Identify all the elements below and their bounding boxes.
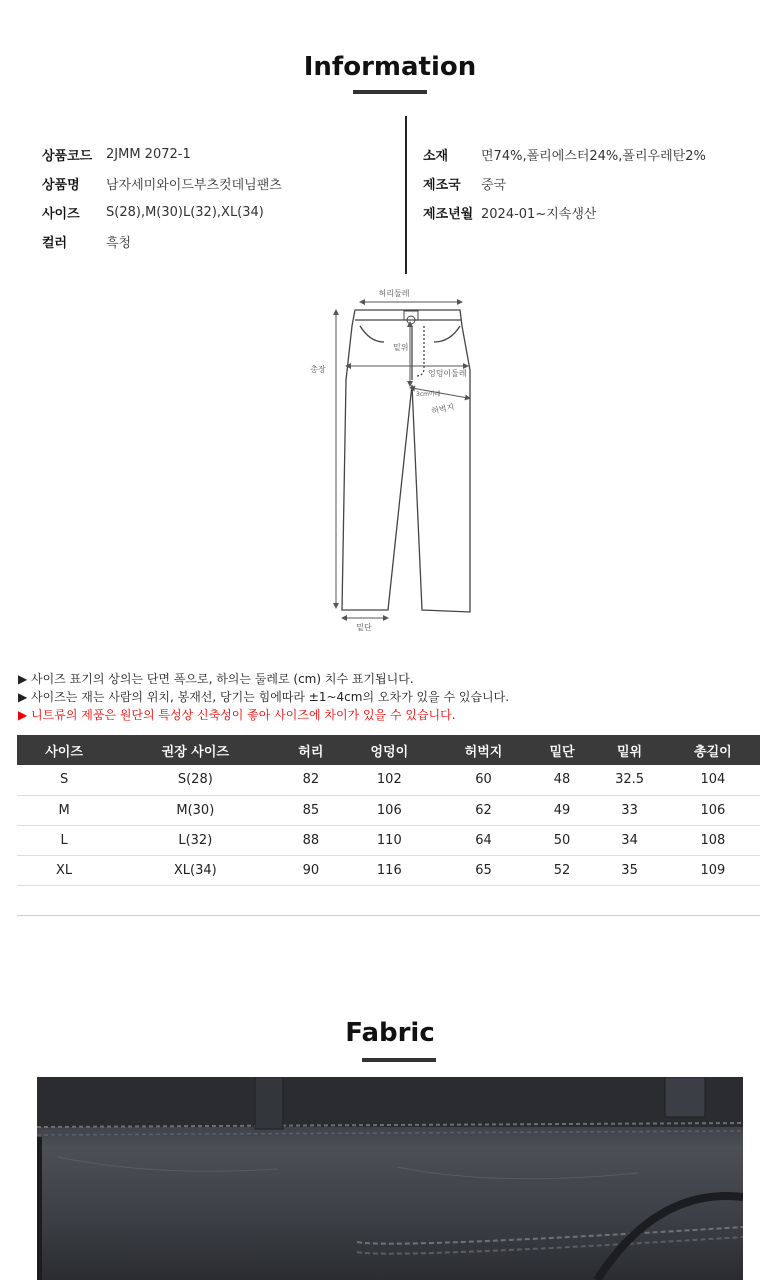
table-cell: 106 <box>666 795 760 825</box>
table-cell: 104 <box>666 765 760 795</box>
info-row-color <box>42 227 282 256</box>
table-cell: 106 <box>342 795 436 825</box>
denim-texture-image <box>37 1077 743 1280</box>
info-left-column <box>42 140 282 256</box>
table-cell: 88 <box>279 825 342 855</box>
table-cell: L <box>17 825 111 855</box>
table-row <box>17 795 760 825</box>
table-row <box>17 765 760 795</box>
table-cell: 90 <box>279 855 342 885</box>
diagram-label-hip: 엉덩이둘레 <box>428 369 467 378</box>
table-cell: XL <box>17 855 111 885</box>
table-cell: 60 <box>436 765 530 795</box>
info-label: 제조년월 <box>423 207 474 222</box>
fabric-photo <box>37 1077 743 1280</box>
info-value: 면74%,폴리에스터24%,폴리우레탄2% <box>481 149 706 164</box>
table-cell: 64 <box>436 825 530 855</box>
header-cell: 밑단 <box>531 735 594 765</box>
information-title: Information <box>303 52 477 82</box>
table-cell: S(28) <box>111 765 279 795</box>
fabric-title-underline <box>362 1058 436 1062</box>
table-cell: 48 <box>531 765 594 795</box>
header-cell: 총길이 <box>666 735 760 765</box>
info-divider <box>405 116 407 274</box>
table-cell: 50 <box>531 825 594 855</box>
table-cell: 52 <box>531 855 594 885</box>
note-line-warning: ▶ 니트류의 제품은 원단의 특성상 신축성이 좋아 사이즈에 차이가 있을 수 있습니다. <box>18 708 456 722</box>
information-title-underline <box>353 90 427 94</box>
info-value: 중국 <box>481 178 507 193</box>
table-cell: S <box>17 765 111 795</box>
info-label: 상품코드 <box>42 149 93 164</box>
table-cell: 82 <box>279 765 342 795</box>
info-row-product-code <box>42 140 282 169</box>
info-value: 2JMM 2072-1 <box>106 147 191 162</box>
header-cell: 사이즈 <box>17 735 111 765</box>
table-cell: 116 <box>342 855 436 885</box>
table-cell: 109 <box>666 855 760 885</box>
header-cell: 밑위 <box>593 735 665 765</box>
table-cell-empty <box>17 885 760 915</box>
info-row-material <box>423 140 706 169</box>
table-row <box>17 825 760 855</box>
info-value: S(28),M(30)L(32),XL(34) <box>106 205 264 220</box>
table-cell: 49 <box>531 795 594 825</box>
table-cell: M(30) <box>111 795 279 825</box>
diagram-label-thigh: 허벅지 <box>430 402 456 416</box>
table-cell: 110 <box>342 825 436 855</box>
diagram-label-waist: 허리둘레 <box>378 289 410 298</box>
info-label: 소재 <box>423 149 449 164</box>
table-cell: 102 <box>342 765 436 795</box>
note-line: ▶ 사이즈 표기의 상의는 단면 폭으로, 하의는 둘레로 (cm) 치수 표기됩니다. <box>18 672 414 686</box>
table-cell: M <box>17 795 111 825</box>
pants-outline <box>342 310 470 612</box>
table-row-empty <box>17 885 760 915</box>
diagram-label-hem: 밑단 <box>356 623 372 632</box>
table-cell: 35 <box>593 855 665 885</box>
header-cell: 허벅지 <box>436 735 530 765</box>
table-cell: 65 <box>436 855 530 885</box>
table-cell: L(32) <box>111 825 279 855</box>
size-table-header <box>17 735 760 765</box>
info-label: 상품명 <box>42 178 80 193</box>
size-table <box>17 735 760 916</box>
diagram-label-length: 총장 <box>310 365 326 374</box>
table-row <box>17 855 760 885</box>
info-value: 흑청 <box>106 236 132 251</box>
table-cell: XL(34) <box>111 855 279 885</box>
info-label: 컬러 <box>42 236 68 251</box>
fabric-title: Fabric <box>345 1018 435 1048</box>
table-cell: 85 <box>279 795 342 825</box>
header-cell: 허리 <box>279 735 342 765</box>
info-row-manufacture-date <box>423 198 706 227</box>
note-line: ▶ 사이즈는 재는 사람의 위치, 봉재선, 당기는 힘에따라 ±1~4cm의 오차가 있을 수 있습니다. <box>18 690 510 704</box>
info-row-size <box>42 198 282 227</box>
header-cell: 권장 사이즈 <box>111 735 279 765</box>
info-value: 2024-01~지속생산 <box>481 207 597 222</box>
pants-measurement-diagram <box>300 280 480 640</box>
table-cell: 108 <box>666 825 760 855</box>
table-cell: 34 <box>593 825 665 855</box>
table-cell: 33 <box>593 795 665 825</box>
info-label: 사이즈 <box>42 207 80 222</box>
info-row-product-name <box>42 169 282 198</box>
size-notes <box>18 670 509 724</box>
info-right-column <box>423 140 706 227</box>
header-cell: 엉덩이 <box>342 735 436 765</box>
info-label: 제조국 <box>423 178 461 193</box>
table-cell: 62 <box>436 795 530 825</box>
info-row-country <box>423 169 706 198</box>
diagram-label-thigh-offset: 3cm아래 <box>416 391 441 398</box>
table-cell: 32.5 <box>593 765 665 795</box>
info-value: 남자세미와이드부츠컷데님팬츠 <box>106 178 282 193</box>
diagram-label-rise: 밑위 <box>393 343 409 352</box>
